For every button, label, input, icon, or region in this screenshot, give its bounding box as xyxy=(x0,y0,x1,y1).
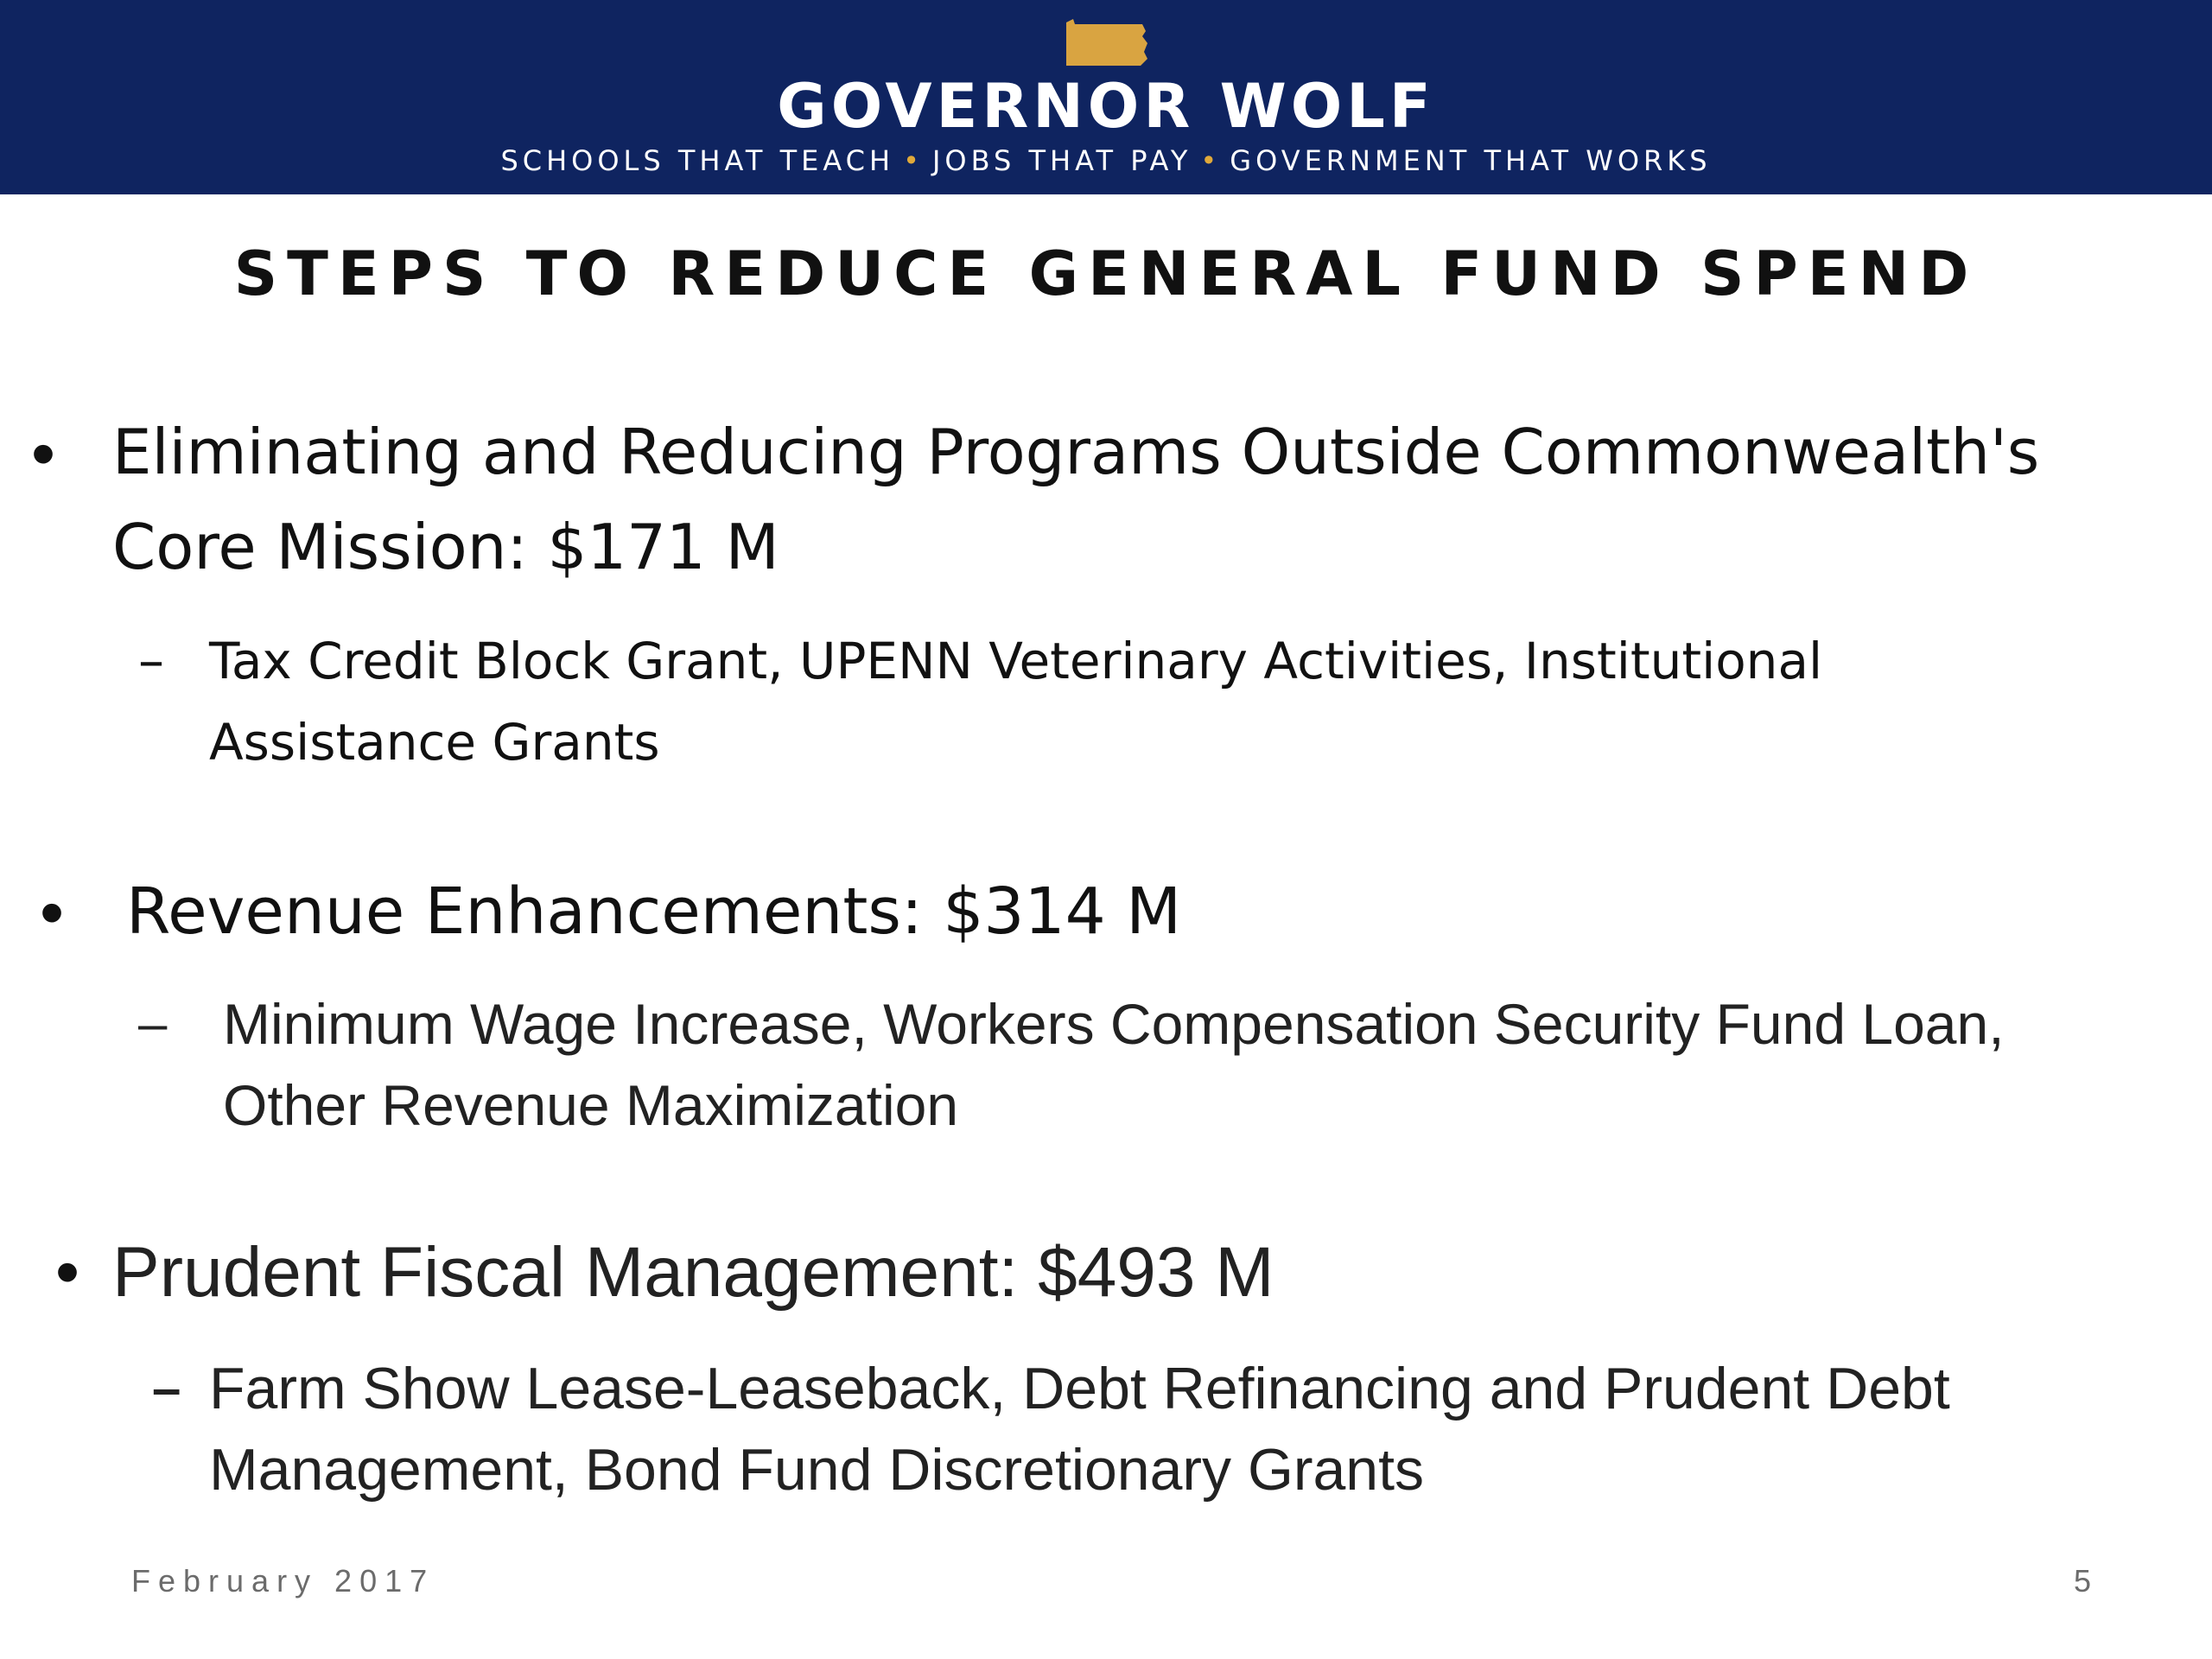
bullet-text: Eliminating and Reducing Programs Outside Commonwealth's xyxy=(112,416,2040,488)
sub-bullet-text: Minimum Wage Increase, Workers Compensation Security Fund Loan, xyxy=(223,992,2005,1056)
bullet-marker: • xyxy=(40,874,65,950)
bullet-text: Prudent Fiscal Management: $493 M xyxy=(112,1233,1274,1312)
header-title: GOVERNOR WOLF xyxy=(777,71,1435,142)
pennsylvania-state-icon xyxy=(1061,17,1151,67)
slide-title: STEPS TO REDUCE GENERAL FUND SPEND xyxy=(233,238,1979,309)
tagline-part: JOBS THAT PAY xyxy=(931,144,1192,177)
sub-bullet-text: Management, Bond Fund Discretionary Grants xyxy=(209,1437,1425,1503)
sub-bullet-text: Other Revenue Maximization xyxy=(223,1073,959,1137)
sub-bullet-text: Farm Show Lease-Leaseback, Debt Refinancing and Prudent Debt xyxy=(209,1356,1950,1421)
bullet-marker: • xyxy=(31,415,56,492)
sub-bullet-marker: – xyxy=(138,631,164,691)
tagline-part: SCHOOLS THAT TEACH xyxy=(500,144,895,177)
bullet-text: Core Mission: $171 M xyxy=(112,511,779,583)
footer-date: February 2017 xyxy=(131,1563,435,1599)
bullet-marker: • xyxy=(55,1233,80,1310)
sub-bullet-marker: – xyxy=(152,1359,181,1417)
sub-bullet-text: Tax Credit Block Grant, UPENN Veterinary Activities, Institutional xyxy=(209,632,1823,690)
tagline-separator: • xyxy=(903,144,924,177)
header-banner xyxy=(0,0,2212,194)
sub-bullet-marker: – xyxy=(138,995,168,1052)
tagline-separator: • xyxy=(1200,144,1222,177)
header-tagline xyxy=(0,143,2212,178)
page-number: 5 xyxy=(2073,1563,2091,1599)
tagline-part: GOVERNMENT THAT WORKS xyxy=(1230,144,1712,177)
bullet-text: Revenue Enhancements: $314 M xyxy=(126,874,1182,949)
sub-bullet-text: Assistance Grants xyxy=(209,713,660,772)
